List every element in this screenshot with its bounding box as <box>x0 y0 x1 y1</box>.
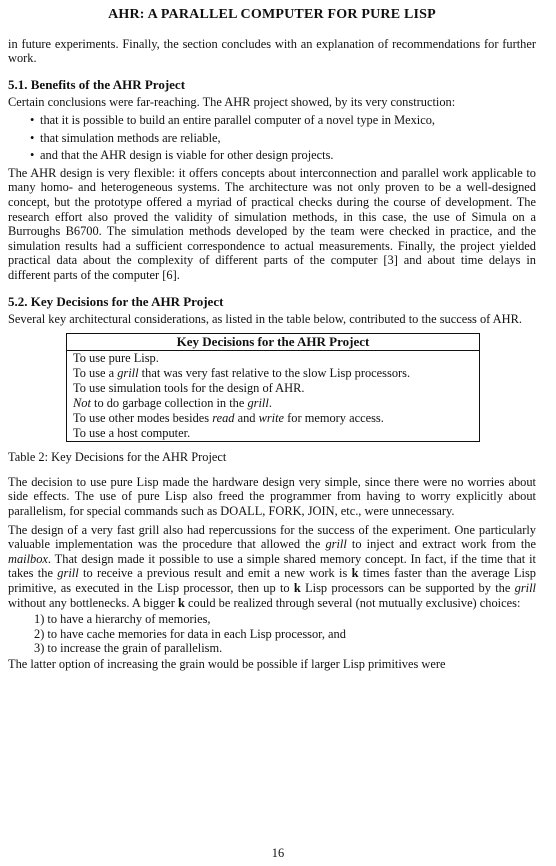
section-heading-key-decisions: 5.2. Key Decisions for the AHR Project <box>8 293 224 309</box>
table-row: To use pure Lisp. <box>73 351 159 366</box>
grill-paragraph <box>8 523 536 611</box>
text-emphasis: grill <box>514 581 536 596</box>
table-title: Key Decisions for the AHR Project <box>67 334 479 352</box>
text-run: . That design made it possible to use a simple shared memory concept. In fact, if the time that it takes the <box>8 551 536 581</box>
text-run: times faster than the average Lisp primitive, as executed in the Lisp processor, then up to <box>8 566 536 596</box>
table-row <box>67 411 479 426</box>
list-item: • that it is possible to build an entire parallel computer of a novel type in Mexico, <box>30 113 536 128</box>
text-run: to inject and extract work from the <box>346 537 536 552</box>
text-run: Lisp processors can be supported by the <box>300 581 515 596</box>
pure-lisp-paragraph: The decision to use pure Lisp made the hardware design very simple, since there were no worries about side effects. The use of pure Lisp also freed the programmer from having to worry explicitly about parallelism, for special commands such as DOALL, FORK, JOIN, etc., were unnecessary. <box>8 474 536 519</box>
intro-paragraph: in future experiments. Finally, the section concludes with an explanation of recommendations for further work. <box>8 36 536 66</box>
row-emphasis: read <box>212 411 235 426</box>
text-bold: k <box>293 581 301 596</box>
table-row: To use a host computer. <box>73 426 191 441</box>
row-text: for memory access. <box>284 411 384 426</box>
text-emphasis: mailbox <box>8 551 48 566</box>
row-text: and <box>234 411 259 426</box>
benefits-body: The AHR design is very flexible: it offers concepts about interconnection and parallel work applicable to many homo- and heterogeneous systems. The architecture was not only proven to be a well-designed concept, but the prototype offered a myriad of practical checks during the course of development. The research effort also proved the validity of simulation methods, in this case, the use of Simula on a Burroughs B6700. The simulation methods developed by the team were checked in practice, and the simulation results had a sufficient correspondence to actual measurements. Finally, the project yielded practical data about the complexity of different parts of the computer [3] and about time delays in different parts of the computer [6]. <box>8 165 536 282</box>
text-emphasis: grill <box>325 537 347 552</box>
benefits-lead: Certain conclusions were far-reaching. The AHR project showed, by its very construction: <box>8 95 456 110</box>
choices-list <box>8 612 536 656</box>
choice-text: to increase the grain of parallelism. <box>44 641 223 656</box>
text-run: could be realized through several (not mutually exclusive) choices: <box>184 595 521 610</box>
row-emphasis: grill <box>117 366 139 381</box>
choice-number: 3) <box>34 641 45 656</box>
text-run: to receive a previous result and emit a new work is <box>78 566 352 581</box>
text-run: without any bottlenecks. A bigger <box>8 595 179 610</box>
list-item <box>34 612 536 627</box>
row-text: To use a <box>73 366 118 381</box>
row-emphasis: write <box>258 411 285 426</box>
list-item <box>34 627 536 642</box>
text-emphasis: grill <box>57 566 79 581</box>
running-head: AHR: A PARALLEL COMPUTER FOR PURE LISP <box>108 7 436 22</box>
table-row <box>67 366 479 381</box>
table-caption: Table 2: Key Decisions for the AHR Project <box>8 450 227 465</box>
list-item: • that simulation methods are reliable, <box>30 131 536 146</box>
choice-text: to have a hierarchy of memories, <box>44 612 211 627</box>
benefits-list <box>8 113 536 163</box>
text-run: The design of a very fast grill also had repercussions for the success of the experiment. One particularly valuable implementation was the procedure that allowed the <box>8 522 536 552</box>
choice-number: 2) <box>34 626 45 641</box>
page-number: 16 <box>271 846 285 860</box>
row-text: To use other modes besides <box>73 411 213 426</box>
choice-number: 1) <box>34 612 45 627</box>
list-item: • and that the AHR design is viable for other design projects. <box>30 148 536 163</box>
closing-paragraph: The latter option of increasing the grain would be possible if larger Lisp primitives were <box>8 657 446 671</box>
row-emphasis: grill <box>247 396 269 411</box>
row-text: that was very fast relative to the slow Lisp processors. <box>138 366 411 381</box>
text-bold: k <box>351 566 359 581</box>
text-bold: k <box>178 595 185 610</box>
paper-page <box>8 8 536 672</box>
table-row <box>67 396 479 411</box>
choice-text: to have cache memories for data in each Lisp processor, and <box>44 626 346 641</box>
row-emphasis: Not <box>73 396 91 411</box>
key-decisions-lead: Several key architectural considerations, as listed in the table below, contributed to the success of AHR. <box>8 312 522 327</box>
table-row: To use simulation tools for the design of AHR. <box>73 381 305 396</box>
list-item <box>34 641 536 656</box>
section-heading-benefits: 5.1. Benefits of the AHR Project <box>8 76 186 92</box>
row-text: . <box>268 396 272 411</box>
row-text: to do garbage collection in the <box>90 396 248 411</box>
key-decisions-table <box>66 333 480 443</box>
